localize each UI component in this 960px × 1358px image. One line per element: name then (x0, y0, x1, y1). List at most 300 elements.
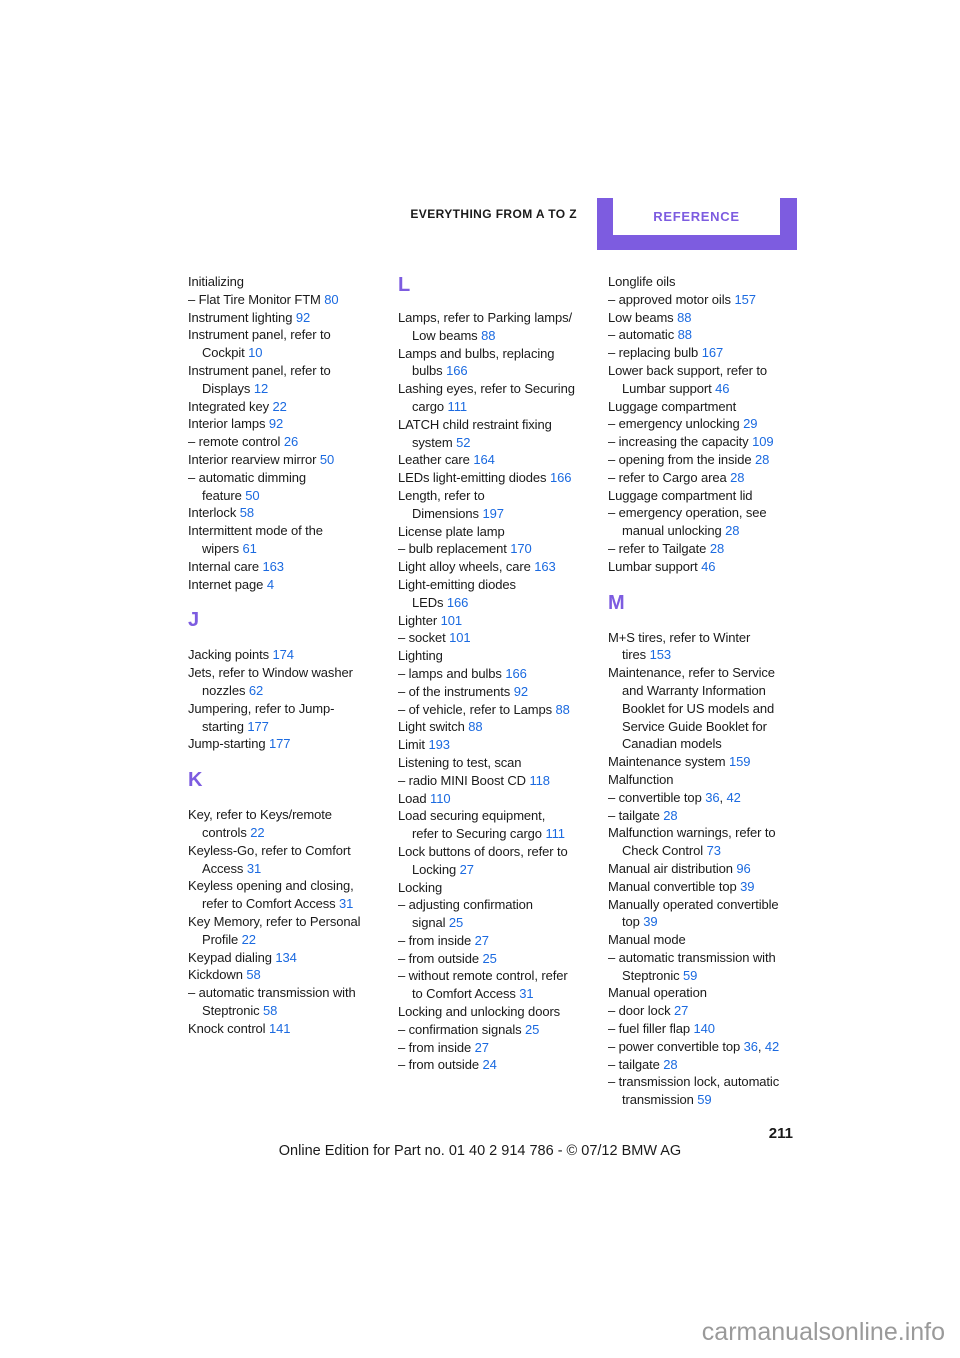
entry-text: Instrument panel, refer to (188, 327, 331, 343)
entry-text: Profile (202, 931, 242, 947)
section-label: EVERYTHING FROM A TO Z (410, 207, 577, 221)
index-entry-line (608, 469, 803, 487)
index-entry-line (608, 415, 803, 433)
index-entry-line (608, 949, 803, 967)
entry-text: refer to Comfort Access (202, 896, 340, 912)
index-entry-line (398, 380, 593, 398)
index-entry-line (398, 594, 593, 612)
index-entry-line (188, 540, 383, 558)
index-entry-line (608, 1038, 803, 1056)
index-entry-line (398, 469, 593, 487)
index-entry-line (608, 700, 803, 718)
index-entry-line (398, 576, 593, 594)
page-ref: 42 (764, 1038, 780, 1054)
entry-text: Luggage compartment lid (608, 487, 753, 503)
entry-text: LEDs light-emitting diodes (398, 470, 550, 486)
entry-text: starting (202, 718, 248, 734)
entry-text: – radio MINI Boost CD (398, 772, 530, 788)
entry-text: Service Guide Booklet for (622, 718, 767, 734)
entry-text: – refer to Cargo area (608, 469, 731, 485)
index-entry-line (188, 504, 383, 522)
entry-text: Instrument panel, refer to (188, 362, 331, 378)
entry-text: Integrated key (188, 398, 273, 414)
index-entry-line (608, 789, 803, 807)
entry-text: Lower back support, refer to (608, 362, 768, 378)
page-ref: 28 (663, 1056, 678, 1072)
entry-text: top (622, 914, 644, 930)
entry-text: – from inside (398, 932, 475, 948)
index-entry-line (188, 1002, 383, 1020)
page-ref: 118 (529, 772, 550, 788)
index-entry-line (398, 540, 593, 558)
page-ref: 50 (319, 451, 335, 467)
index-entry-line (398, 451, 593, 469)
page-ref: 92 (513, 683, 528, 699)
index-entry-line (608, 967, 803, 985)
index-entry-line (398, 327, 593, 345)
index-entry-line (398, 505, 593, 523)
index-entry-line (398, 843, 593, 861)
index-entry-line (608, 771, 803, 789)
index-entry-line (608, 807, 803, 825)
page-ref: 22 (272, 398, 287, 414)
entry-text: Initializing (188, 274, 244, 289)
index-entry-line (188, 895, 383, 913)
entry-text: – from outside (398, 950, 483, 966)
index-entry-line (398, 950, 593, 968)
page-ref: 101 (449, 630, 471, 646)
reference-tab (597, 198, 797, 250)
entry-text: Jacking points (188, 647, 273, 663)
index-entry-line (608, 878, 803, 896)
page-ref: 59 (683, 967, 698, 983)
entry-text: Kickdown (188, 967, 247, 983)
entry-text: Check Control (622, 843, 707, 859)
index-entry-line (608, 629, 803, 647)
entry-text: – power convertible top (608, 1038, 744, 1054)
index-entry-line (608, 1056, 803, 1074)
entry-text: Steptronic (622, 967, 684, 983)
page-ref: 193 (428, 737, 450, 753)
entry-text: , (757, 1038, 765, 1054)
entry-text: Load (398, 790, 431, 806)
entry-text: Interior lamps (188, 416, 269, 432)
entry-text: Jets, refer to Window washer (188, 665, 353, 681)
entry-text: Low beams (608, 309, 678, 325)
index-entry-line (398, 1003, 593, 1021)
entry-text: – adjusting confirmation (398, 897, 533, 913)
page-ref: 58 (263, 1002, 278, 1018)
index-entry-line (188, 646, 383, 664)
entry-text: – without remote control, refer (398, 968, 568, 984)
page-ref: 28 (709, 540, 725, 556)
index-entry-line (608, 913, 803, 931)
entry-text: – from inside (398, 1039, 475, 1055)
index-entry-line (398, 612, 593, 630)
entry-text: Locking and unlocking doors (398, 1004, 561, 1020)
entry-text: – automatic dimming (188, 469, 307, 485)
index-entry-line (188, 1020, 383, 1038)
index-entry-line (608, 487, 803, 505)
index-entry-line (188, 966, 383, 984)
index-entry-line (398, 985, 593, 1003)
index-entry-line (398, 861, 593, 879)
entry-text: Luggage compartment (608, 398, 737, 414)
page-ref: 73 (706, 843, 721, 859)
entry-text: Lumbar support (622, 380, 716, 396)
page-ref: 166 (446, 594, 469, 610)
index-entry-line (188, 718, 383, 736)
index-entry-line (608, 1091, 803, 1109)
entry-text: – transmission lock, automatic (608, 1074, 780, 1090)
entry-text: Longlife oils (608, 274, 676, 289)
index-entry-line (188, 362, 383, 380)
entry-text: Maintenance, refer to Service (608, 665, 775, 681)
entry-text: Load securing equipment, (398, 808, 546, 824)
entry-text: bulbs (412, 363, 447, 379)
entry-text: Light switch (398, 719, 469, 735)
entry-text: Keypad dialing (188, 949, 276, 965)
page-ref: 166 (505, 665, 527, 681)
entry-text: tires (622, 647, 650, 663)
entry-text: and Warranty Information (622, 682, 766, 698)
index-entry-line (608, 344, 803, 362)
entry-text: Length, refer to (398, 487, 485, 503)
entry-text: – opening from the inside (608, 451, 755, 467)
index-entry-line (608, 273, 803, 291)
page-ref: 22 (250, 824, 265, 840)
entry-text: Booklet for US models and (622, 700, 775, 716)
entry-text: – automatic transmission with (608, 949, 776, 965)
entry-text: Steptronic (202, 1002, 264, 1018)
entry-text: – approved motor oils (608, 291, 735, 307)
entry-text: – remote control (188, 434, 284, 450)
entry-text: Cockpit (202, 345, 249, 361)
entry-text: LEDs (412, 594, 447, 610)
watermark: carmanualsonline.info (701, 1318, 945, 1346)
page-ref: 26 (283, 434, 299, 450)
page-ref: 141 (268, 1020, 291, 1036)
index-entry-line (188, 824, 383, 842)
index-entry-line (398, 629, 593, 647)
index-entry-line (188, 682, 383, 700)
index-entry-line (188, 913, 383, 931)
page-ref: 36 (743, 1038, 758, 1054)
entry-text: refer to Securing cargo (412, 826, 546, 842)
letter-heading: M (608, 591, 625, 614)
index-entry-line (608, 682, 803, 700)
index-entry-line (398, 1021, 593, 1039)
index-entry-line (398, 914, 593, 932)
page-ref: 166 (549, 470, 572, 486)
index-entry-line (398, 558, 593, 576)
index-entry-line (188, 842, 383, 860)
page-ref: 92 (268, 416, 284, 432)
entry-text: Maintenance system (608, 754, 729, 770)
entry-text: , (719, 789, 727, 805)
index-entry-line (398, 825, 593, 843)
index-entry-line (188, 735, 383, 753)
index-entry-line (608, 504, 803, 522)
entry-text: Displays (202, 380, 254, 396)
entry-text: – refer to Tailgate (608, 540, 710, 556)
index-entry-line (608, 433, 803, 451)
index-entry-line (398, 309, 593, 327)
index-entry-line (188, 558, 383, 576)
page-ref: 88 (677, 309, 692, 325)
entry-text: Keyless-Go, refer to Comfort (188, 842, 351, 858)
entry-text: – automatic (608, 327, 678, 343)
entry-text: system (412, 434, 457, 450)
entry-text: – replacing bulb (608, 345, 702, 361)
index-entry-line (188, 398, 383, 416)
entry-text: – of the instruments (398, 683, 514, 699)
entry-text: – lamps and bulbs (398, 665, 506, 681)
entry-text: Locking (398, 879, 443, 895)
page-ref: 170 (510, 541, 532, 557)
entry-text: feature (202, 487, 246, 503)
page-ref: 31 (519, 986, 534, 1002)
index-entry-line (608, 291, 803, 309)
index-entry-line (188, 806, 383, 824)
index-entry-line (188, 860, 383, 878)
entry-text: Interlock (188, 505, 240, 521)
index-entry-line (608, 309, 803, 327)
entry-text: Limit (398, 737, 429, 753)
index-entry-line (608, 380, 803, 398)
index-entry-line (188, 522, 383, 540)
index-entry-line (188, 469, 383, 487)
index-entry-line (188, 380, 383, 398)
index-entry-line (608, 1073, 803, 1091)
page-ref: 59 (697, 1092, 712, 1108)
index-entry-line (188, 309, 383, 327)
page-ref: 25 (448, 915, 464, 931)
page-ref: 27 (474, 932, 489, 948)
entry-text: Lashing eyes, refer to Securing (398, 381, 575, 397)
page-ref: 177 (247, 718, 269, 734)
entry-text: – bulb replacement (398, 541, 511, 557)
entry-text: Lighting (398, 648, 443, 664)
entry-text: Manual convertible top (608, 878, 741, 894)
page-ref: 42 (726, 789, 741, 805)
page-ref: 163 (534, 559, 556, 575)
letter-heading: L (398, 274, 411, 296)
entry-text: – emergency unlocking (608, 416, 744, 432)
entry-text: Internet page (188, 576, 267, 592)
page-ref: 109 (752, 434, 774, 450)
entry-text: Internal care (188, 558, 263, 574)
index-entry-line (608, 860, 803, 878)
entry-text: Leather care (398, 452, 474, 468)
entry-text: – emergency operation, see (608, 505, 767, 521)
page-ref: 140 (693, 1021, 715, 1037)
entry-text: signal (412, 915, 449, 931)
page-ref: 28 (755, 451, 770, 467)
entry-text: to Comfort Access (412, 986, 520, 1002)
index-entry-line (608, 522, 803, 540)
page-ref: 163 (262, 558, 284, 574)
index-entry-line (398, 701, 593, 719)
index-entry-line (188, 664, 383, 682)
index-entry-line (188, 487, 383, 505)
page-ref: 25 (482, 950, 497, 966)
index-entry-line (398, 879, 593, 897)
reference-tab-notch (613, 198, 780, 235)
page-ref: 58 (246, 967, 261, 983)
index-entry-line (398, 718, 593, 736)
page-ref: 159 (728, 754, 751, 770)
index-entry-line (608, 451, 803, 469)
index-entry-line (398, 416, 593, 434)
entry-text: Malfunction (608, 771, 674, 787)
index-entry-line (398, 647, 593, 665)
index-entry-line (188, 273, 383, 291)
index-entry-line (608, 646, 803, 664)
entry-text: Dimensions (412, 505, 483, 521)
entry-text: wipers (202, 540, 243, 556)
index-entry-line (398, 754, 593, 772)
page-ref: 88 (481, 327, 496, 343)
entry-text: Lumbar support (608, 558, 702, 574)
index-entry-line (398, 362, 593, 380)
entry-text: Intermittent mode of the (188, 523, 323, 539)
index-entry-line (188, 415, 383, 433)
index-entry-line (608, 1002, 803, 1020)
index-entry-line (398, 896, 593, 914)
entry-text: Manual operation (608, 985, 707, 1001)
entry-text: M+S tires, refer to Winter (608, 629, 751, 645)
page-ref: 24 (482, 1057, 497, 1073)
index-column-3 (608, 273, 803, 1109)
page-ref: 10 (248, 345, 263, 361)
letter-heading: J (188, 609, 200, 632)
entry-text: Lighter (398, 612, 441, 628)
index-entry-line (188, 700, 383, 718)
entry-text: cargo (412, 398, 448, 414)
index-entry-line (608, 896, 803, 914)
entry-text: – confirmation signals (398, 1021, 526, 1037)
index-entry-line (608, 931, 803, 949)
entry-text: Keyless opening and closing, (188, 878, 354, 894)
entry-text: Lock buttons of doors, refer to (398, 843, 568, 859)
page-ref: 88 (555, 701, 570, 717)
entry-text: – increasing the capacity (608, 434, 753, 450)
entry-text: – of vehicle, refer to Lamps (398, 701, 556, 717)
index-entry-line (188, 931, 383, 949)
entry-text: LATCH child restraint fixing (398, 416, 552, 432)
index-entry-line (188, 433, 383, 451)
entry-text: Lamps, refer to Parking lamps/ (398, 310, 573, 325)
page-ref: 197 (482, 505, 504, 521)
index-entry-line (398, 345, 593, 363)
entry-text: – convertible top (608, 789, 706, 805)
index-column-1 (188, 273, 383, 1037)
index-entry-line (398, 790, 593, 808)
entry-text: Access (202, 860, 247, 876)
entry-text: Knock control (188, 1020, 269, 1036)
page-ref: 111 (447, 398, 467, 414)
entry-text: Malfunction warnings, refer to (608, 825, 776, 841)
index-entry-line (608, 1020, 803, 1038)
index-entry-line (398, 434, 593, 452)
page-ref: 27 (674, 1003, 689, 1019)
page-ref: 31 (339, 896, 354, 912)
page-ref: 39 (643, 914, 658, 930)
page-ref: 27 (474, 1039, 489, 1055)
page-ref: 25 (525, 1021, 540, 1037)
entry-text: Jump-starting (188, 736, 269, 752)
index-entry-line (608, 718, 803, 736)
index-entry-line (188, 984, 383, 1002)
index-entry-line (608, 540, 803, 558)
index-entry-line (398, 772, 593, 790)
page-ref: 28 (730, 469, 745, 485)
index-entry-line (608, 824, 803, 842)
page-ref: 166 (446, 363, 468, 379)
entry-text: Manual mode (608, 932, 686, 948)
page-ref: 157 (734, 291, 756, 307)
entry-text: – fuel filler flap (608, 1021, 694, 1037)
page-ref: 80 (324, 291, 339, 307)
index-entry-line (608, 558, 803, 576)
entry-text: nozzles (202, 682, 249, 698)
page-ref: 177 (268, 736, 291, 752)
entry-text: – automatic transmission with (188, 985, 356, 1001)
entry-text: controls (202, 824, 251, 840)
page-ref: 164 (473, 452, 495, 468)
index-entry-line (188, 451, 383, 469)
entry-text: – tailgate (608, 1056, 664, 1072)
index-entry-line (188, 344, 383, 362)
entry-text: Instrument lighting (188, 309, 296, 325)
page-ref: 167 (701, 345, 724, 361)
page-ref: 111 (545, 826, 565, 842)
index-entry-line (608, 735, 803, 753)
page-ref: 50 (245, 487, 260, 503)
page-ref: 12 (253, 380, 269, 396)
entry-text: – from outside (398, 1057, 483, 1073)
page-ref: 61 (242, 540, 257, 556)
page-ref: 96 (736, 860, 751, 876)
entry-text: – socket (398, 630, 450, 646)
index-entry-line (188, 576, 383, 594)
index-entry-line (188, 949, 383, 967)
page-ref: 39 (740, 878, 755, 894)
entry-text: Key, refer to Keys/remote (188, 807, 332, 823)
reference-tab-label: REFERENCE (653, 209, 740, 224)
page-ref: 134 (275, 949, 297, 965)
index-entry-line (608, 326, 803, 344)
entry-text: Lamps and bulbs, replacing (398, 345, 555, 361)
entry-text: Manually operated convertible (608, 896, 779, 912)
page-ref: 36 (705, 789, 720, 805)
index-entry-line (608, 398, 803, 416)
entry-text: – tailgate (608, 807, 664, 823)
index-entry-line (398, 1039, 593, 1057)
entry-text: Locking (412, 861, 460, 877)
page-ref: 46 (715, 380, 730, 396)
index-entry-line (608, 362, 803, 380)
index-entry-line (188, 877, 383, 895)
page-ref: 153 (649, 647, 671, 663)
entry-text: Jumpering, refer to Jump- (188, 700, 335, 716)
page-ref: 28 (725, 523, 740, 539)
page-ref: 4 (266, 576, 274, 592)
index-entry-line (398, 967, 593, 985)
index-column-2 (398, 273, 593, 1074)
entry-text: License plate lamp (398, 523, 505, 539)
